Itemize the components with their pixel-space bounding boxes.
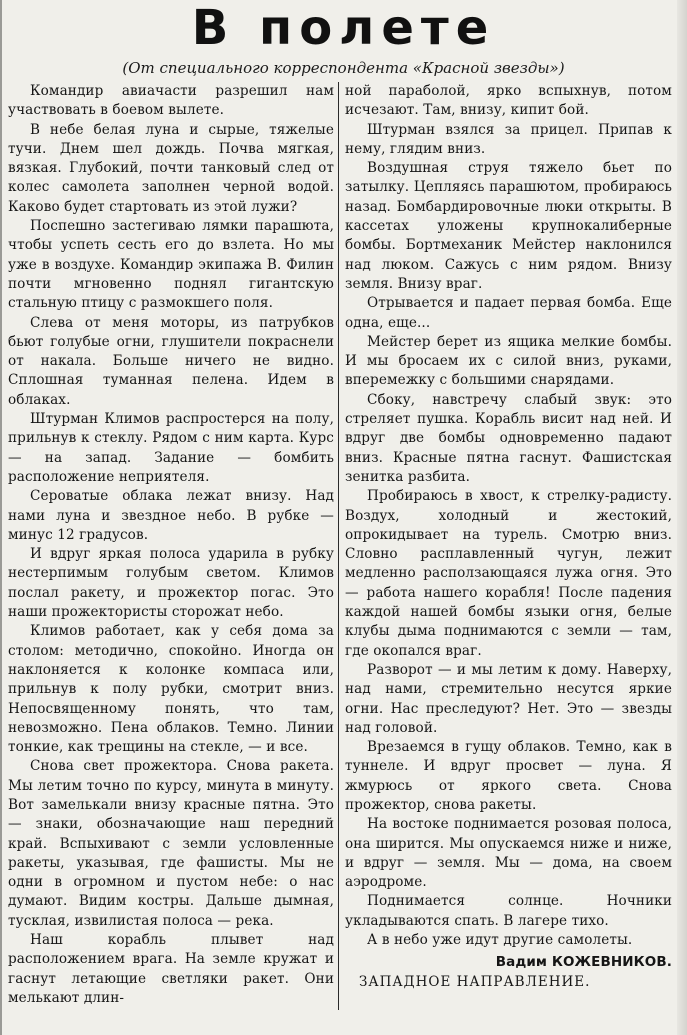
paragraph: Воздушная струя тяжело бьет по затылку. Цепляясь парашютом, пробираюсь назад. Бомбардировочные люки открыты. В кассетах уложены крупнокалиберные бомбы. Бортмеханик Мейстер наклонился над люком. Сажусь с ним рядом. Внизу земля. Внизу враг.	[345, 160, 672, 292]
paragraph: Штурман Климов распростерся на полу, прильнув к стеклу. Рядом с ним карта. Курс — на запад. Задание — бомбить расположение неприятеля.	[8, 411, 334, 485]
page-edge-left	[0, 0, 2, 1035]
page-edge-right	[677, 0, 687, 1035]
paragraph: Врезаемся в гущу облаков. Темно, как в туннеле. И вдруг просвет — луна. Я жмурюсь от яркого света. Снова прожектор, снова ракеты.	[345, 739, 672, 813]
article-headline: В полете	[191, 0, 496, 56]
paragraph: Поднимается солнце. Ночники укладываются спать. В лагере тихо.	[345, 893, 672, 929]
article-subheadline: (От специального корреспондента «Красной звезды»)	[122, 59, 565, 77]
paragraph: В небе белая луна и сырые, тяжелые тучи. Днем шел дождь. Почва мягкая, вязкая. Глубокий, почти танковый след от колес самолета заполнен черной водой. Каково будет стартовать из этой лужи?	[8, 121, 334, 215]
paragraph: Сероватые облака лежат внизу. Над нами луна и звездное небо. В рубке — минус 12 градусов.	[8, 488, 334, 543]
author-signature: Вадим КОЖЕВНИКОВ.	[495, 954, 672, 971]
paragraph: А в небо уже идут другие самолеты.	[367, 932, 633, 949]
paragraph: Сбоку, навстречу слабый звук: это стреляет пушка. Корабль висит над ней. И вдруг две бомбы одновременно падают вниз. Красные пятна гаснут. Фашистская зенитка разбита.	[345, 391, 672, 485]
paragraph: Штурман взялся за прицел. Припав к нему, глядим вниз.	[345, 121, 672, 157]
article-column-left	[8, 82, 334, 1008]
paragraph: Слева от меня моторы, из патрубков бьют голубые огни, глушители покраснели от накала. Больше ничего не видно. Сплошная туманная пелена. Идем в облаках.	[8, 314, 334, 408]
paragraph: Отрывается и падает первая бомба. Еще одна, еще...	[345, 295, 672, 331]
paragraph: Климов работает, как у себя дома за столом: методично, спокойно. Иногда он наклоняется к колонке компаса или, прильнув к полу рубки, смотрит вниз. Непосвященному понять, что там, невозможно. Пена облаков. Темно. Линии тонкие, как трещины на стекле, — и все.	[8, 623, 334, 756]
paragraph: Пробираюсь в хвост, к стрелку-радисту. Воздух, холодный и жестокий, опрокидывает на турель. Смотрю вниз. Словно расплавленный чугун, лежит медленно расползающаяся лужа огня. Это — работа нашего корабля! После падения каждой нашей бомбы языки огня, белые клубы дыма поднимаются с земли — там, где окопался враг.	[345, 488, 672, 659]
paragraph: И вдруг яркая полоса ударила в рубку нестерпимым голубым светом. Климов послал ракету, и прожектор погас. Это наши прожектористы сторожат небо.	[8, 546, 334, 621]
article-column-right	[345, 82, 672, 992]
paragraph: Командир авиачасти разрешил нам участвовать в боевом вылете.	[8, 83, 334, 119]
column-divider	[338, 82, 339, 1010]
paragraph: Мейстер берет из ящика мелкие бомбы. И мы бросаем их с силой вниз, руками, вперемежку с большими снарядами.	[345, 333, 672, 389]
paragraph: Снова свет прожектора. Снова ракета. Мы летим точно по курсу, минута в минуту. Вот замелькали внизу красные пятна. Это — знаки, обозначающие наш передний край. Вспыхивают с земли условленные ракеты, указывая, где фашисты. Мы не одни в огромном и пустом небе: о нас думают. Видим костры. Дальше дымная, тусклая, извилистая полоса — река.	[8, 758, 334, 929]
paragraph: Поспешно застегиваю лямки парашюта, чтобы успеть сесть его до взлета. Но мы уже в воздухе. Командир экипажа В. Филин почти мгновенно поднял гигантскую стальную птицу с размокшего поля.	[8, 218, 334, 312]
dateline: ЗАПАДНОЕ НАПРАВЛЕНИЕ.	[359, 974, 591, 991]
paragraph: Наш корабль плывет над расположением врага. На земле кружат и гаснут летающие светляки ракет. Они мелькают длин-	[8, 932, 334, 1006]
paragraph: На востоке поднимается розовая полоса, она ширится. Мы опускаемся ниже и ниже, и вдруг — земля. Мы — дома, на своем аэродроме.	[345, 816, 672, 891]
paragraph: Разворот — и мы летим к дому. Наверху, над нами, стремительно несутся яркие огни. Нас преследуют? Нет. Это — звезды над головой.	[345, 661, 672, 736]
paragraph-continuation: ной параболой, ярко вспыхнув, потом исчезают. Там, внизу, кипит бой.	[345, 83, 672, 119]
